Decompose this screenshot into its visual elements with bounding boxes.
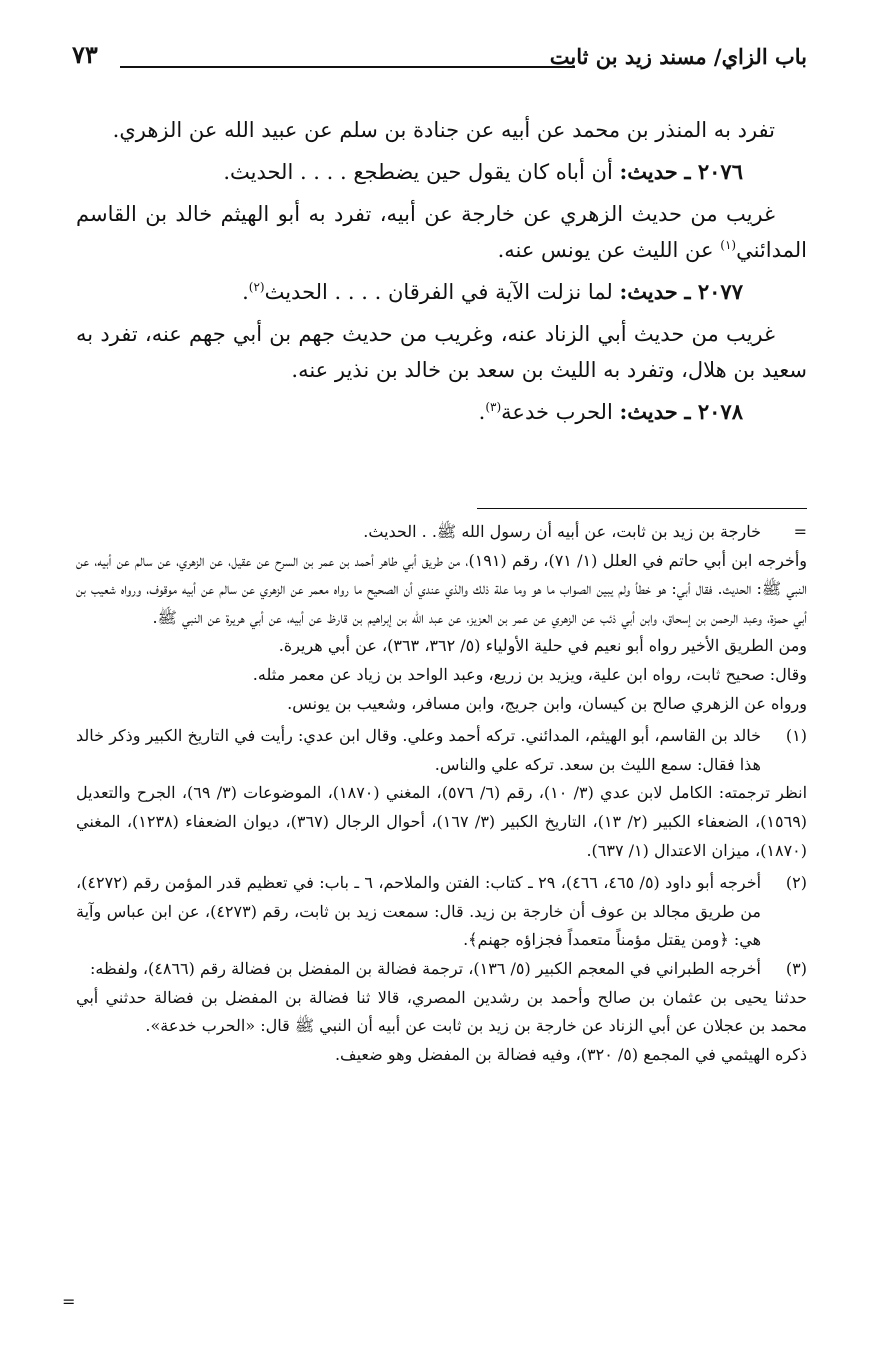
hadith-2077 (76, 274, 807, 310)
header-rule (120, 66, 575, 68)
hadith-text: أن أباه كان يقول حين يضطجع . . . . الحديث. (223, 160, 613, 184)
paragraph-2-text-end: عن الليث عن يونس عنه. (497, 238, 721, 262)
paragraph-2 (76, 196, 807, 268)
footnote-3-quote: حدثنا يحيى بن عثمان بن صالح وأحمد بن رشدين المصري، قالا ثنا فضالة بن المفضل بن فضالة حدثني أبي محمد بن عجلان عن أبي الزناد عن خارجة بن زيد بن ثابت عن أبيه أن النبي ﷺ قال: «الحرب خدعة». (76, 987, 808, 1036)
hadith-text: الحرب خدعة (501, 400, 613, 424)
footnote-line: ومن الطريق الأخير رواه أبو نعيم في حلية الأولياء (٥/ ٣٦٢، ٣٦٣)، عن أبي هريرة. (278, 636, 807, 656)
footnote-continuation (76, 518, 807, 547)
hadith-number: ٢٠٧٦ ـ (684, 159, 743, 184)
hadith-label: حديث: (619, 399, 678, 424)
footnote-2-text: أخرجه أبو داود (٥/ ٤٦٥، ٤٦٦)، ٢٩ ـ كتاب: الفتن والملاحم، ٦ ـ باب: في تعظيم قدر المؤمن رقم (٤٢٧٢)، من طريق مجالد بن عوف أن خارجة بن زيد. قال: سمعت زيد بن ثابت، رقم (٤٢٧٣)، عن ابن عباس وآية هي: ﴿ومن يقتل مؤمناً متعمداً فجزاؤه جهنم﴾. (76, 873, 762, 950)
footnote-2 (76, 869, 807, 955)
hadith-text: لما نزلت الآية في الفرقان . . . . الحديث (264, 280, 613, 304)
footnote-ref-3[interactable]: (٣) (485, 400, 502, 414)
footnote-1-sources: انظر ترجمته: الكامل لابن عدي (٣/ ١٠)، رقم (٦/ ٥٧٦)، المغني (١٨٧٠)، الموضوعات (٣/ ٦٩)، الجرح والتعديل (١٥٦٩)، الضعفاء الكبير (٢/ ١٣)، التاريخ الكبير (٣/ ١٦٧)، أحوال الرجال (٣٦٧)، ديوان الضعفاء (١٢٣٨)، المغني (١٨٧٠)، ميزان الاعتدال (١/ ٦٣٧). (76, 783, 808, 860)
hadith-2076 (76, 154, 807, 190)
footnote-separator (477, 508, 807, 509)
page-header (72, 36, 807, 76)
hadith-2078 (76, 394, 807, 430)
continues-marker: = (62, 1292, 76, 1311)
footnote-3 (76, 955, 807, 984)
running-title: باب الزاي/ مسند زيد بن ثابت (549, 44, 807, 69)
footnote-line: وقال: صحيح ثابت، رواه ابن علية، ويزيد بن زريع، وعبد الواحد بن زياد عن معمر مثله. (252, 664, 807, 684)
footnotes (76, 518, 807, 1069)
hadith-label: حديث: (619, 159, 678, 184)
footnote-marker-2: (٢) (785, 873, 807, 893)
footnote-line: ورواه عن الزهري صالح بن كيسان، وابن جريج، وابن مسافر، وشعيب بن يونس. (287, 693, 807, 713)
footnote-1-text: خالد بن القاسم، أبو الهيثم، المدائني. تركه أحمد وعلي. وقال ابن عدي: رأيت في التاريخ الكبير وذكر خالد هذا فقال: سمع الليث بن سعد. تركه علي والناس. (76, 726, 761, 774)
footnote-ref-2[interactable]: (٢) (248, 280, 265, 294)
footnote-line: وأخرجه ابن أبي حاتم في العلل (١/ ٧١)، رقم (١٩١)، من طريق أبي طاهر أحمد بن عمر بن السرح عن عقيل، عن الزهري، عن سالم عن أبيه، عن النبي ﷺ: الحديث. فقال أبي: هو خطأ ولم يبين الصواب ما هو وما علة ذلك والذي عندي أن الصحيح ما رواه معمر عن الزهري عن سالم عن أبيه موقوف، ورواه شعيب بن أبي حمزة، وعبد الرحمن بن إسحاق، وابن أبي ذئب عن الزهري عن عمر بن العزيز، عن عبد الله بن إبراهيم بن قارظ عن أبيه، عن أبي هريرة عن النبي ﷺ. (76, 550, 807, 627)
hadith-label: حديث: (619, 279, 678, 304)
hadith-end: . (242, 280, 249, 304)
footnote-marker-3: (٣) (785, 958, 807, 978)
paragraph-3: غريب من حديث أبي الزناد عنه، وغريب من حديث جهم بن أبي جهم عنه، تفرد به سعيد بن هلال، وتفرد به الليث بن سعد بن خالد بن نذير عنه. (76, 322, 807, 382)
hadith-end: . (478, 400, 486, 424)
footnote-marker-1: (١) (785, 726, 807, 746)
footnote-3-note: ذكره الهيثمي في المجمع (٥/ ٣٢٠)، وفيه فضالة بن المفضل وهو ضعيف. (334, 1044, 807, 1064)
page-number: ٧٣ (72, 40, 98, 69)
footnote-line: خارجة بن زيد بن ثابت، عن أبيه أن رسول الله ﷺ. . الحديث. (363, 522, 761, 541)
main-text (76, 112, 807, 436)
hadith-number: ٢٠٧٧ ـ (684, 279, 743, 304)
footnote-1 (76, 722, 807, 779)
hadith-number: ٢٠٧٨ ـ (684, 399, 743, 424)
continuation-marker: = (793, 522, 807, 541)
paragraph-1: تفرد به المنذر بن محمد عن أبيه عن جنادة بن سلم عن عبيد الله عن الزهري. (112, 118, 775, 142)
footnote-ref-1[interactable]: (١) (720, 238, 737, 252)
paragraph-2-text: غريب من حديث الزهري عن خارجة عن أبيه، تفرد به أبو الهيثم خالد بن القاسم المدائني (76, 202, 807, 262)
footnote-3-text: أخرجه الطبراني في المعجم الكبير (٥/ ١٣٦)، ترجمة فضالة بن المفضل بن فضالة رقم (٤٨٦٦)، ولفظه: (89, 958, 761, 978)
